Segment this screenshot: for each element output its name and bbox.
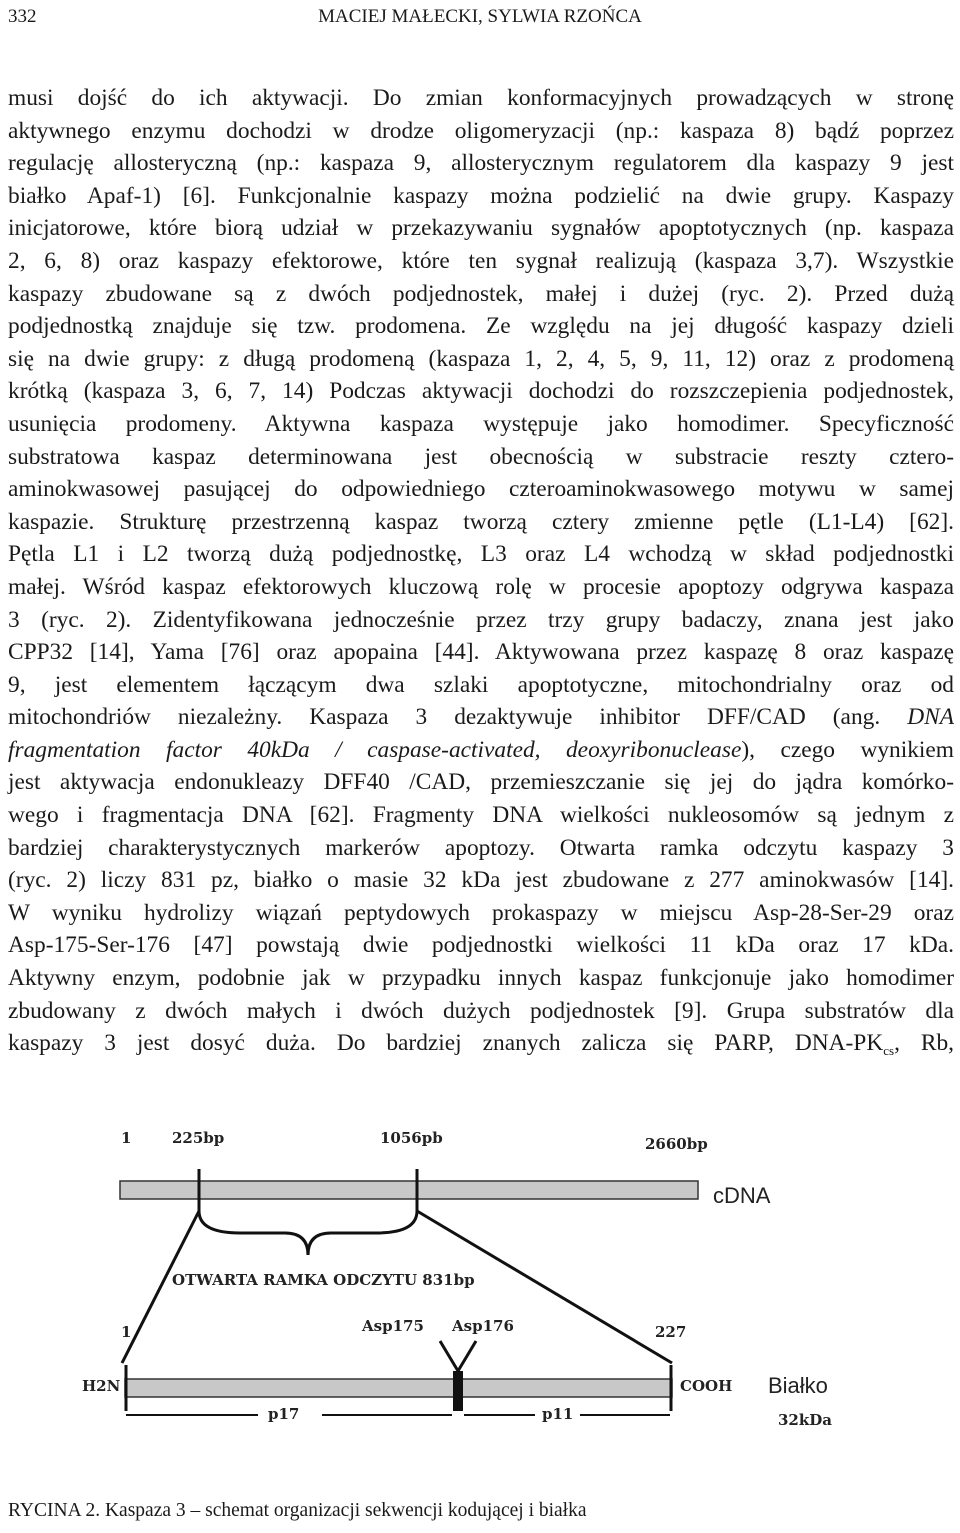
- text-segment: kaspazy 3 jest dosyć duża. Do bardziej znanych zalicza się PARP, DNA-PK: [8, 1030, 884, 1057]
- cleavage-arm-right: [458, 1341, 476, 1371]
- cdna-225-label: 225bp: [172, 1129, 225, 1147]
- text-segment: , Rb,: [894, 1030, 955, 1057]
- prot-start-label: 1: [121, 1323, 132, 1341]
- cleavage-site: [453, 1371, 463, 1411]
- cdna-bar: [120, 1181, 698, 1199]
- italic-term: DNA: [907, 704, 954, 731]
- cdna-end-label: 2660bp: [645, 1135, 708, 1153]
- cdna-1056-label: 1056pb: [380, 1129, 443, 1147]
- text-line: substratowa kaspaz determinowana jest obecnością w substracie reszty cztero-: [8, 443, 954, 470]
- text-line-with-italic: [8, 734, 954, 767]
- text-line: kaspazie. Strukturę przestrzenną kaspaz tworzą cztery zmienne pętle (L1-L4) [62].: [8, 508, 954, 535]
- text-line: CPP32 [14], Yama [76] oraz apopaina [44]. Aktywowana przez kaspazę 8 oraz kaspazę: [8, 639, 954, 666]
- text-line: podjednostką znajduje się tzw. prodomena. Ze względu na jej długość kaspazy dzieli: [8, 313, 954, 340]
- bialko-label: Białko: [768, 1373, 828, 1398]
- asp176-label: Asp176: [452, 1317, 514, 1335]
- cleavage-arm-left: [440, 1341, 458, 1371]
- prot-end-label: 227: [655, 1323, 687, 1341]
- page-number: 332: [8, 6, 37, 27]
- text-line: regulację allosteryczną (np.: kaspaza 9, allosterycznym regulatorem dla kaspazy 9 jest: [8, 150, 954, 177]
- text-segment: mitochondriów niezależny. Kaspaza 3 dezaktywuje inhibitor DFF/CAD (ang.: [8, 704, 881, 731]
- text-line: krótką (kaspaza 3, 6, 7, 14) Podczas aktywacji dochodzi do rozszczepienia podjednostek,: [8, 378, 954, 405]
- text-line: aktywnego enzymu dochodzi w drodze oligomeryzacji (np.: kaspaza 8) bądź poprzez: [8, 117, 954, 144]
- text-line: W wyniku hydrolizy wiązań peptydowych prokaspazy w miejscu Asp-28-Ser-29 oraz: [8, 899, 954, 926]
- text-line: musi dojść do ich aktywacji. Do zmian konformacyjnych prowadzących w stronę: [8, 85, 954, 111]
- protein-bar: [125, 1379, 672, 1397]
- text-line: 2, 6, 8) oraz kaspazy efektorowe, które ten sygnał realizują (kaspaza 3,7). Wszystkie: [8, 247, 954, 274]
- text-line: Asp-175-Ser-176 [47] powstają dwie podjednostki wielkości 11 kDa oraz 17 kDa.: [8, 932, 954, 959]
- text-line: białko Apaf-1) [6]. Funkcjonalnie kaspazy można podzielić na dwie grupy. Kaspazy: [8, 182, 954, 209]
- text-line: małej. Wśród kaspaz efektorowych kluczową rolę w procesie apoptozy odgrywa kaspaza: [8, 573, 954, 600]
- text-line: Pętla L1 i L2 tworzą dużą podjednostkę, L3 oraz L4 wchodzą w skład podjednostki: [8, 541, 954, 568]
- text-line: bardziej charakterystycznych markerów apoptozy. Otwarta ramka odczytu kaspazy 3: [8, 834, 954, 861]
- subscript: cs: [883, 1043, 895, 1059]
- text-line: (ryc. 2) liczy 831 pz, białko o masie 32 kDa jest zbudowane z 277 aminokwasów [14].: [8, 867, 954, 894]
- text-line: się na dwie grupy: z długą prodomeną (kaspaza 1, 2, 4, 5, 9, 11, 12) oraz z prodomeną: [8, 345, 954, 372]
- text-line: aminokwasowej pasującej do odpowiedniego czteroaminokwasowego motywu w samej: [8, 476, 954, 503]
- text-line: usunięcia prodomeny. Aktywna kaspaza występuje jako homodimer. Specyficzność: [8, 410, 954, 437]
- text-line: inicjatorowe, które biorą udział w przekazywaniu sygnałów apoptotycznych (np. kaspaza: [8, 215, 954, 242]
- page-header: [0, 0, 960, 40]
- text-line: kaspazy zbudowane są z dwóch podjednostek, małej i dużej (ryc. 2). Przed dużą: [8, 280, 954, 307]
- orf-brace: [199, 1211, 417, 1255]
- running-head: MACIEJ MAŁECKI, SYLWIA RZOŃCA: [318, 6, 642, 27]
- text-line: Aktywny enzym, podobnie jak w przypadku innych kaspaz funkcjonuje jako homodimer: [8, 965, 954, 992]
- figure-caption: RYCINA 2. Kaspaza 3 – schemat organizacji sekwencji kodującej i białka: [8, 1500, 587, 1521]
- p17-label: p17: [268, 1405, 300, 1423]
- body-text: [8, 82, 954, 1068]
- asp175-label: Asp175: [362, 1317, 424, 1335]
- text-line-with-italic: [8, 701, 954, 734]
- orf-label: OTWARTA RAMKA ODCZYTU 831bp: [172, 1271, 475, 1289]
- text-line: zbudowany z dwóch małych i dwóch dużych podjednostek [9]. Grupa substratów dla: [8, 997, 954, 1024]
- text-line: 3 (ryc. 2). Zidentyfikowana jednocześnie przez trzy grupy badaczy, znana jest jako: [8, 606, 954, 633]
- text-line: wego i fragmentacja DNA [62]. Fragmenty DNA wielkości nukleosomów są jednym z: [8, 802, 954, 829]
- text-line-last: [8, 1027, 954, 1068]
- cdna-start-label: 1: [121, 1129, 132, 1147]
- italic-term: fragmentation factor 40kDa / caspase-activated, deoxyribonuclease: [8, 736, 742, 763]
- cdna-label: cDNA: [713, 1183, 771, 1208]
- text-segment: ), czego wynikiem: [741, 736, 955, 763]
- cooh-label: COOH: [680, 1377, 733, 1395]
- p11-label: p11: [542, 1405, 574, 1423]
- text-line: jest aktywacja endonukleazy DFF40 /CAD, przemieszczanie się jej do jądra komórko-: [8, 769, 954, 796]
- h2n-label: H2N: [82, 1377, 121, 1395]
- kda-label: 32kDa: [778, 1411, 832, 1429]
- figure-caspase-diagram: [0, 1115, 960, 1475]
- text-line: 9, jest elementem łączącym dwa szlaki apoptotyczne, mitochondrialny oraz od: [8, 671, 954, 698]
